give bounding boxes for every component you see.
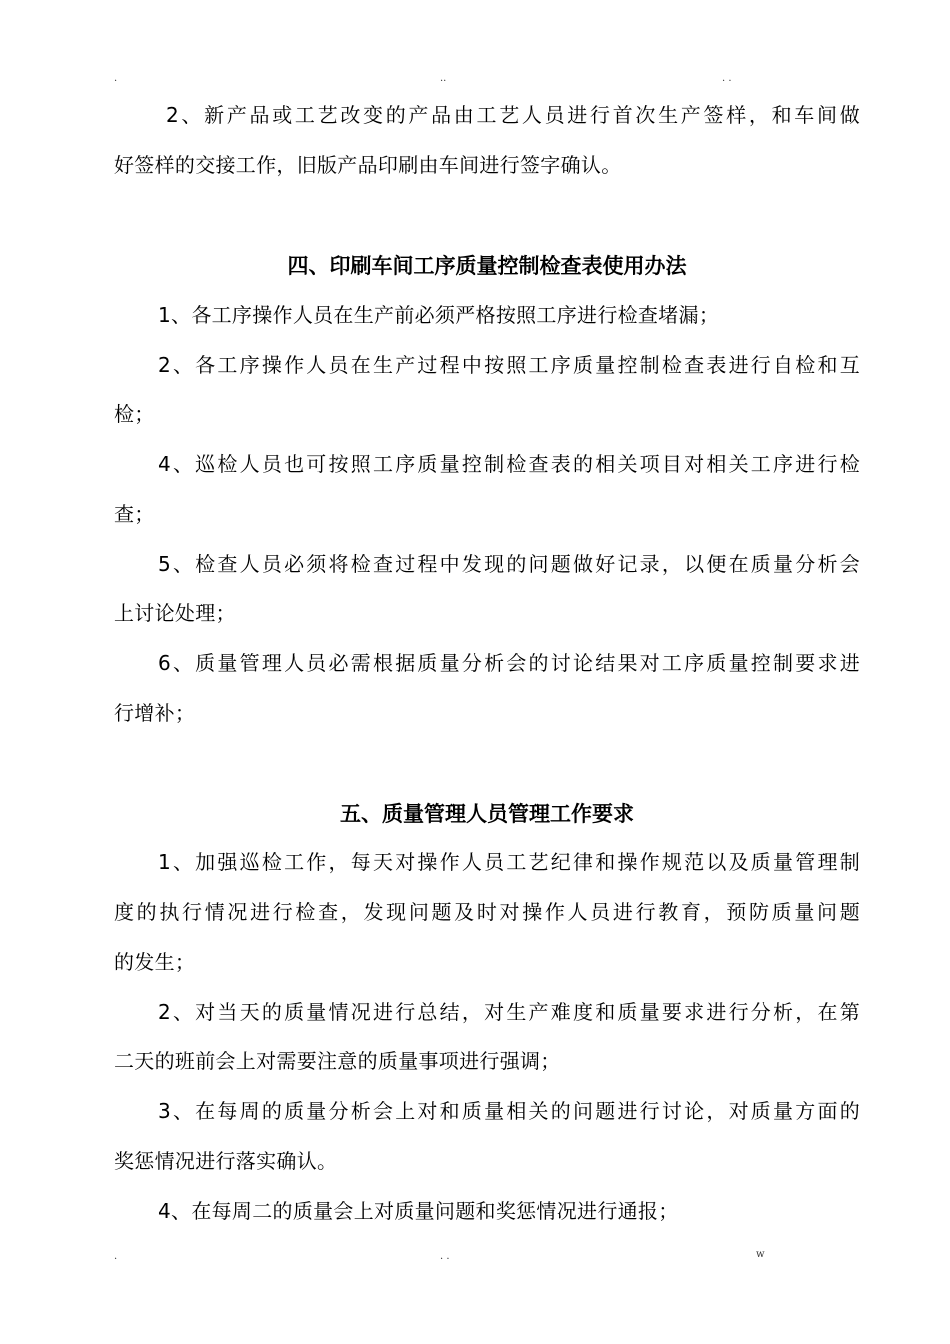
section-4-item-4-line-1: 4、巡检人员也可按照工序质量控制检查表的相关项目对相关工序进行检 [158, 452, 860, 476]
section-4-item-5-line-2: 上讨论处理； [114, 601, 236, 625]
section-5-item-3-line-2: 奖惩情况进行落实确认。 [114, 1149, 338, 1173]
section-4-item-6-line-1: 6、质量管理人员必需根据质量分析会的讨论结果对工序质量控制要求进 [158, 651, 860, 675]
para-1-line-1: 2、新产品或工艺改变的产品由工艺人员进行首次生产签样，和车间做 [166, 103, 860, 127]
section-5-item-2-line-2: 二天的班前会上对需要注意的质量事项进行强调； [114, 1049, 561, 1073]
footer-mark-right: w [756, 1249, 765, 1260]
section-5-item-3-line-1: 3、在每周的质量分析会上对和质量相关的问题进行讨论，对质量方面的 [158, 1099, 860, 1123]
section-4-item-6-line-2: 行增补； [114, 701, 196, 725]
header-mark-right: . . [722, 73, 732, 84]
section-4-item-4-line-2: 查； [114, 502, 155, 526]
section-5-item-2-line-1: 2、对当天的质量情况进行总结，对生产难度和质量要求进行分析，在第 [158, 1000, 860, 1024]
section-5-item-1-line-2: 度的执行情况进行检查，发现问题及时对操作人员进行教育，预防质量问题 [114, 900, 860, 924]
section-5-item-4: 4、在每周二的质量会上对质量问题和奖惩情况进行通报； [158, 1199, 679, 1223]
section-4-item-2-line-1: 2、各工序操作人员在生产过程中按照工序质量控制检查表进行自检和互 [158, 353, 860, 377]
footer-mark-center: . . [440, 1251, 450, 1262]
para-1-line-2: 好签样的交接工作，旧版产品印刷由车间进行签字确认。 [114, 153, 622, 177]
section-5-item-1-line-3: 的发生； [114, 950, 196, 974]
section-5-heading: 五、质量管理人员管理工作要求 [340, 802, 634, 826]
footer-mark-left: . [114, 1251, 118, 1262]
section-4-item-1: 1、各工序操作人员在生产前必须严格按照工序进行检查堵漏； [158, 303, 720, 327]
section-5-item-1-line-1: 1、加强巡检工作，每天对操作人员工艺纪律和操作规范以及质量管理制 [158, 850, 860, 874]
section-4-heading: 四、印刷车间工序质量控制检查表使用办法 [287, 254, 687, 278]
section-4-item-2-line-2: 检； [114, 402, 155, 426]
section-4-item-5-line-1: 5、检查人员必须将检查过程中发现的问题做好记录，以便在质量分析会 [158, 552, 860, 576]
header-mark-left: . [114, 73, 118, 84]
header-mark-center: .. [440, 73, 447, 84]
